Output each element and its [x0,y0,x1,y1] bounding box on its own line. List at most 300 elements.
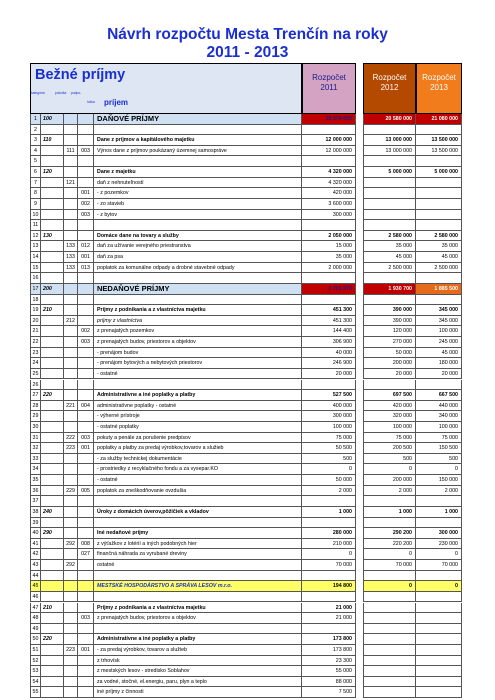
kategoria-cell [41,613,64,624]
polozka-cell [64,581,78,592]
prijem-cell: z prenajatých budov, priestorov a objektov [94,337,302,348]
value-2011-cell [302,592,356,603]
polozka-cell [64,411,78,422]
row-number: 5 [30,156,41,167]
value-2012-cell: 0 [363,549,416,560]
podpolozka-cell: 003 [78,433,94,444]
col-header-2013: Rozpočet 2013 [416,63,462,114]
kategoria-cell [41,273,64,284]
value-2013-cell [416,656,462,667]
kategoria-cell [41,241,64,252]
kategoria-cell [41,571,64,582]
value-2012-cell [363,199,416,210]
polozka-cell [64,518,78,529]
polozka-cell [64,571,78,582]
value-2012-cell: 320 000 [363,411,416,422]
value-2012-cell: 270 000 [363,337,416,348]
kategoria-cell [41,316,64,327]
value-2011-cell: 18 370 000 [302,114,356,125]
prijem-cell: finančná náhrada za vyrubané dreviny [94,549,302,560]
value-2012-cell: 390 000 [363,316,416,327]
polozka-cell [64,369,78,380]
row-number: 43 [30,560,41,571]
kategoria-cell [41,380,64,391]
prijem-cell: z prenajatých budov, priestorov a objektov [94,613,302,624]
prijem-cell: Iné nedaňové príjmy [94,528,302,539]
podpolozka-cell: 001 [78,252,94,263]
prijem-cell [94,380,302,391]
value-2011-cell [302,295,356,306]
value-2012-cell: 75 000 [363,433,416,444]
value-2013-cell: 5 000 000 [416,167,462,178]
prijem-cell: Príjmy z podnikania a z vlastníctva majetku [94,305,302,316]
podpolozka-cell: 001 [78,443,94,454]
polozka-cell: 133 [64,252,78,263]
row-number: 39 [30,518,41,529]
row-number: 53 [30,666,41,677]
value-2011-cell: 246 900 [302,358,356,369]
prijem-cell: - za služby technickej dokumentácie [94,454,302,465]
row-number: 34 [30,464,41,475]
value-2013-cell: 75 000 [416,433,462,444]
row-number: 13 [30,241,41,252]
row-number: 36 [30,486,41,497]
kategoria-cell [41,199,64,210]
kategoria-cell: 110 [41,135,64,146]
value-2013-cell: 340 000 [416,411,462,422]
value-2011-cell [302,273,356,284]
value-2013-cell [416,295,462,306]
prijem-cell: MESTSKÉ HOSPODÁRSTVO A SPRÁVA LESOV m.r.o. [94,581,302,592]
kategoria-cell [41,326,64,337]
value-2013-cell [416,178,462,189]
polozka-cell [64,624,78,635]
prijem-cell: Domáce dane na tovary a služby [94,231,302,242]
kategoria-cell [41,178,64,189]
row-number: 14 [30,252,41,263]
prijem-cell: - prostriedky z recyklačného fondu a za vysepar.KO [94,464,302,475]
row-number: 48 [30,613,41,624]
value-2011-cell: 20 000 [302,369,356,380]
polozka-cell: 221 [64,401,78,412]
kategoria-cell [41,188,64,199]
prijem-cell: Úroky z domácich úverov,pôžičiek a vkladov [94,507,302,518]
polozka-cell [64,348,78,359]
kategoria-cell [41,687,64,698]
value-2011-cell: 500 [302,454,356,465]
value-2012-cell [363,592,416,603]
value-2011-cell: 4 320 000 [302,167,356,178]
value-2013-cell [416,273,462,284]
prijem-cell: - ostatné [94,369,302,380]
polozka-cell [64,422,78,433]
polozka-cell [64,549,78,560]
value-2013-cell: 180 000 [416,358,462,369]
podpolozka-cell: 003 [78,337,94,348]
podpolozka-cell [78,560,94,571]
podpolozka-cell [78,167,94,178]
value-2011-cell: 300 000 [302,210,356,221]
kategoria-cell [41,539,64,550]
value-2011-cell: 0 [302,549,356,560]
col-header-polozka: položka [55,91,67,95]
section-title: Bežné príjmy [35,67,126,83]
value-2011-cell: 2 000 [302,486,356,497]
document-title-line2: 2011 - 2013 [206,44,289,61]
value-2012-cell: 697 500 [363,390,416,401]
polozka-cell [64,496,78,507]
value-2011-cell [302,380,356,391]
prijem-cell [94,273,302,284]
value-2012-cell [363,603,416,614]
value-2013-cell: 150 500 [416,443,462,454]
row-number: 7 [30,178,41,189]
prijem-cell: Dane z príjmov a kapitálového majetku [94,135,302,146]
value-2011-cell [302,624,356,635]
value-2013-cell [416,380,462,391]
prijem-cell: z prenajatých pozemkov [94,326,302,337]
value-2013-cell: 150 000 [416,475,462,486]
polozka-cell [64,687,78,698]
podpolozka-cell [78,295,94,306]
prijem-cell: DAŇOVÉ PRÍJMY [94,114,302,125]
polozka-cell [64,507,78,518]
value-2011-cell: 300 000 [302,411,356,422]
polozka-cell: 223 [64,645,78,656]
value-2011-cell: 280 000 [302,528,356,539]
value-2012-cell: 1 000 [363,507,416,518]
polozka-cell [64,220,78,231]
polozka-cell [64,464,78,475]
prijem-cell [94,571,302,582]
polozka-cell [64,358,78,369]
polozka-cell [64,337,78,348]
kategoria-cell [41,146,64,157]
prijem-cell [94,496,302,507]
value-2011-cell: 50 000 [302,475,356,486]
row-number: 28 [30,401,41,412]
kategoria-cell: 240 [41,507,64,518]
prijem-cell: daň za psa [94,252,302,263]
value-2012-cell [363,188,416,199]
polozka-cell: 222 [64,433,78,444]
value-2012-cell: 2 500 000 [363,263,416,274]
podpolozka-cell: 003 [78,613,94,624]
row-number: 11 [30,220,41,231]
value-2012-cell: 390 000 [363,305,416,316]
podpolozka-cell [78,114,94,125]
col-header-kategoria: kategória [31,91,45,95]
polozka-cell [64,167,78,178]
kategoria-cell: 100 [41,114,64,125]
row-number: 47 [30,603,41,614]
value-2011-cell: 35 000 [302,252,356,263]
value-2012-cell [363,613,416,624]
row-number: 18 [30,295,41,306]
value-2011-cell: 55 000 [302,666,356,677]
row-number: 38 [30,507,41,518]
value-2011-cell [302,220,356,231]
value-2012-cell: 200 000 [363,475,416,486]
prijem-cell [94,220,302,231]
value-2011-cell: 400 000 [302,401,356,412]
value-2012-cell: 0 [363,464,416,475]
polozka-cell [64,666,78,677]
value-2012-cell [363,687,416,698]
value-2012-cell: 120 000 [363,326,416,337]
podpolozka-cell [78,273,94,284]
value-2012-cell: 70 000 [363,560,416,571]
row-number: 35 [30,475,41,486]
section-header [30,63,302,114]
value-2013-cell: 440 000 [416,401,462,412]
kategoria-cell [41,433,64,444]
value-2012-cell: 200 500 [363,443,416,454]
podpolozka-cell [78,581,94,592]
value-2013-cell [416,677,462,688]
value-2013-cell: 35 000 [416,241,462,252]
value-2013-cell: 45 000 [416,348,462,359]
row-number: 27 [30,390,41,401]
value-2011-cell: 194 800 [302,581,356,592]
podpolozka-cell: 003 [78,210,94,221]
polozka-cell: 121 [64,178,78,189]
podpolozka-cell [78,358,94,369]
row-number: 54 [30,677,41,688]
value-2013-cell: 0 [416,549,462,560]
value-2013-cell [416,518,462,529]
value-2013-cell [416,666,462,677]
kategoria-cell [41,295,64,306]
value-2011-cell: 7 500 [302,687,356,698]
polozka-cell: 292 [64,539,78,550]
prijem-cell: NEDAŇOVÉ PRÍJMY [94,284,302,295]
row-number: 22 [30,337,41,348]
row-number: 20 [30,316,41,327]
kategoria-cell [41,220,64,231]
value-2013-cell: 0 [416,464,462,475]
value-2011-cell: 15 000 [302,241,356,252]
value-2011-cell: 306 900 [302,337,356,348]
value-2013-cell: 13 500 000 [416,146,462,157]
value-2013-cell [416,220,462,231]
row-number: 50 [30,634,41,645]
polozka-cell [64,634,78,645]
value-2013-cell: 667 500 [416,390,462,401]
kategoria-cell [41,475,64,486]
prijem-cell: - za predaj výrobkov, tovarov a služieb [94,645,302,656]
value-2012-cell [363,273,416,284]
kategoria-cell [41,125,64,136]
kategoria-cell: 200 [41,284,64,295]
value-2012-cell [363,677,416,688]
row-number: 16 [30,273,41,284]
kategoria-cell: 120 [41,167,64,178]
row-number: 33 [30,454,41,465]
prijem-cell: iné príjmy z činnosti [94,687,302,698]
value-2012-cell [363,210,416,221]
kategoria-cell [41,443,64,454]
prijem-cell: poplatok za zneškodňovanie ovzdušia [94,486,302,497]
prijem-cell [94,295,302,306]
value-2013-cell [416,613,462,624]
row-number: 25 [30,369,41,380]
row-number: 21 [30,326,41,337]
value-2013-cell: 1 885 500 [416,284,462,295]
value-2011-cell: 1 000 [302,507,356,518]
prijem-cell: - prenájom bytových a nebytových priestorov [94,358,302,369]
value-2013-cell: 0 [416,581,462,592]
col-header-2012: Rozpočet 2012 [363,63,416,114]
polozka-cell: 212 [64,316,78,327]
value-2013-cell [416,592,462,603]
value-2012-cell [363,666,416,677]
value-2012-cell: 1 930 700 [363,284,416,295]
polozka-cell [64,475,78,486]
value-2013-cell: 345 000 [416,305,462,316]
kategoria-cell [41,401,64,412]
row-number: 40 [30,528,41,539]
prijem-cell: z trhovísk [94,656,302,667]
podpolozka-cell [78,507,94,518]
row-number: 19 [30,305,41,316]
value-2013-cell [416,188,462,199]
kategoria-cell [41,369,64,380]
value-2013-cell: 2 500 000 [416,263,462,274]
value-2011-cell: 2 701 370 [302,284,356,295]
podpolozka-cell [78,666,94,677]
polozka-cell [64,231,78,242]
value-2011-cell: 0 [302,464,356,475]
row-number: 44 [30,571,41,582]
value-2013-cell [416,571,462,582]
podpolozka-cell [78,677,94,688]
value-2013-cell [416,199,462,210]
value-2013-cell: 230 000 [416,539,462,550]
value-2013-cell [416,156,462,167]
value-2011-cell: 3 600 000 [302,199,356,210]
row-number: 17 [30,284,41,295]
value-2011-cell: 144 400 [302,326,356,337]
prijem-cell: - ostatné [94,475,302,486]
prijem-cell: Administratívne a iné poplatky a platby [94,634,302,645]
podpolozka-cell [78,475,94,486]
value-2011-cell: 100 000 [302,422,356,433]
prijem-cell: Administratívne a iné poplatky a platby [94,390,302,401]
value-2013-cell [416,645,462,656]
row-number: 29 [30,411,41,422]
value-2011-cell: 21 000 [302,603,356,614]
row-number: 10 [30,210,41,221]
prijem-cell [94,592,302,603]
polozka-cell [64,454,78,465]
podpolozka-cell [78,624,94,635]
prijem-cell: Výnos dane z príjmov poukázaný územnej samospráve [94,146,302,157]
kategoria-cell [41,210,64,221]
kategoria-cell: 220 [41,390,64,401]
podpolozka-cell: 027 [78,549,94,560]
polozka-cell: 111 [64,146,78,157]
value-2012-cell [363,295,416,306]
value-2012-cell [363,125,416,136]
value-2011-cell: 23 300 [302,656,356,667]
value-2012-cell: 220 200 [363,539,416,550]
row-number: 49 [30,624,41,635]
value-2011-cell: 50 500 [302,443,356,454]
row-number: 4 [30,146,41,157]
kategoria-cell [41,337,64,348]
value-2011-cell [302,156,356,167]
kategoria-cell [41,464,64,475]
kategoria-cell [41,592,64,603]
value-2012-cell: 500 [363,454,416,465]
kategoria-cell [41,666,64,677]
value-2013-cell: 2 580 000 [416,231,462,242]
value-2011-cell: 420 000 [302,188,356,199]
value-2013-cell: 100 000 [416,326,462,337]
value-2011-cell: 210 000 [302,539,356,550]
document-title-line1: Návrh rozpočtu Mesta Trenčín na roky [107,26,388,43]
row-number: 46 [30,592,41,603]
row-number: 9 [30,199,41,210]
value-2013-cell: 45 000 [416,252,462,263]
polozka-cell [64,125,78,136]
polozka-cell [64,135,78,146]
prijem-cell: pokuty a penále za porušenie predpisov [94,433,302,444]
value-2013-cell [416,634,462,645]
row-number: 15 [30,263,41,274]
kategoria-cell [41,645,64,656]
podpolozka-cell [78,603,94,614]
value-2013-cell [416,687,462,698]
podpolozka-cell [78,380,94,391]
podpolozka-cell: 004 [78,401,94,412]
col-header-lozka: ložka [87,100,95,104]
kategoria-cell: 210 [41,305,64,316]
value-2011-cell: 173 800 [302,645,356,656]
row-number: 12 [30,231,41,242]
kategoria-cell [41,422,64,433]
value-2012-cell [363,220,416,231]
polozka-cell [64,380,78,391]
kategoria-cell: 130 [41,231,64,242]
value-2011-cell: 70 000 [302,560,356,571]
col-header-2011: Rozpočet 2011 [302,63,356,114]
kategoria-cell: 220 [41,634,64,645]
polozka-cell: 292 [64,560,78,571]
col-header-podpolozka: podpo- [71,91,82,95]
row-number: 55 [30,687,41,698]
polozka-cell [64,390,78,401]
value-2013-cell [416,603,462,614]
row-number: 23 [30,348,41,359]
podpolozka-cell: 002 [78,326,94,337]
value-2012-cell: 420 000 [363,401,416,412]
podpolozka-cell [78,178,94,189]
podpolozka-cell [78,348,94,359]
kategoria-cell [41,496,64,507]
row-number: 30 [30,422,41,433]
kategoria-cell [41,348,64,359]
podpolozka-cell [78,390,94,401]
value-2012-cell [363,518,416,529]
prijem-cell: - zo stavieb [94,199,302,210]
polozka-cell: 133 [64,241,78,252]
prijem-cell: Príjmy z podnikania a z vlastníctva majetku [94,603,302,614]
podpolozka-cell [78,528,94,539]
value-2013-cell [416,496,462,507]
value-2011-cell: 12 000 000 [302,135,356,146]
